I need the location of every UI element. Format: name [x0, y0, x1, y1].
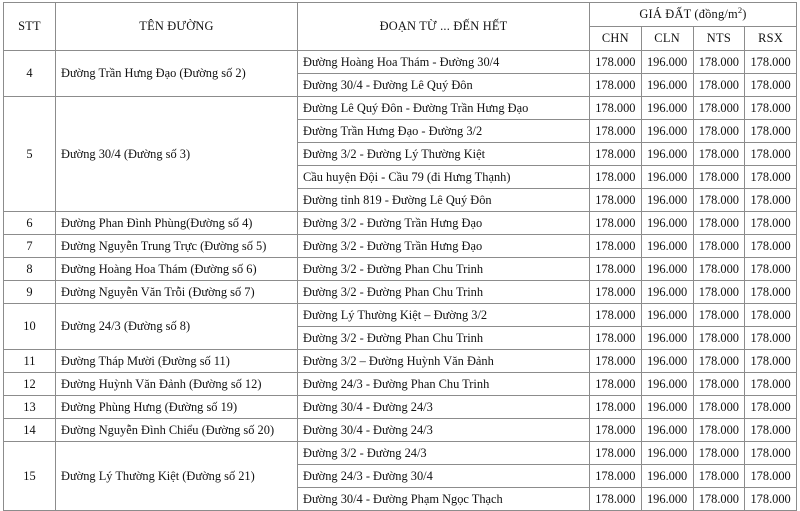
cell-price-cln: 196.000 — [641, 143, 693, 166]
cell-price-nts: 178.000 — [693, 373, 745, 396]
header-row-primary — [4, 3, 797, 27]
cell-stt: 15 — [4, 442, 56, 511]
cell-price-rsx: 178.000 — [745, 235, 797, 258]
cell-price-nts: 178.000 — [693, 465, 745, 488]
cell-price-cln: 196.000 — [641, 120, 693, 143]
cell-price-cln: 196.000 — [641, 212, 693, 235]
cell-price-nts: 178.000 — [693, 120, 745, 143]
table-row — [4, 442, 797, 465]
cell-price-chn: 178.000 — [590, 74, 642, 97]
cell-price-chn: 178.000 — [590, 396, 642, 419]
column-header-segment: ĐOẠN TỪ ... ĐẾN HẾT — [298, 3, 590, 51]
cell-stt: 8 — [4, 258, 56, 281]
price-group-superscript: 2 — [737, 5, 743, 16]
cell-price-rsx: 178.000 — [745, 281, 797, 304]
cell-price-cln: 196.000 — [641, 442, 693, 465]
cell-segment: Đường Hoàng Hoa Thám - Đường 30/4 — [298, 51, 590, 74]
cell-price-chn: 178.000 — [590, 350, 642, 373]
cell-segment: Đường tỉnh 819 - Đường Lê Quý Đôn — [298, 189, 590, 212]
column-header-rsx: RSX — [745, 27, 797, 51]
cell-stt: 5 — [4, 97, 56, 212]
cell-segment: Đường Lý Thường Kiệt – Đường 3/2 — [298, 304, 590, 327]
cell-price-cln: 196.000 — [641, 235, 693, 258]
cell-street-name: Đường Nguyễn Văn Trỗi (Đường số 7) — [56, 281, 298, 304]
cell-price-cln: 196.000 — [641, 419, 693, 442]
cell-price-chn: 178.000 — [590, 143, 642, 166]
cell-segment: Đường 3/2 - Đường Lý Thường Kiệt — [298, 143, 590, 166]
cell-price-chn: 178.000 — [590, 442, 642, 465]
cell-price-rsx: 178.000 — [745, 212, 797, 235]
cell-price-cln: 196.000 — [641, 189, 693, 212]
cell-price-cln: 196.000 — [641, 74, 693, 97]
cell-price-nts: 178.000 — [693, 327, 745, 350]
cell-price-rsx: 178.000 — [745, 258, 797, 281]
cell-segment: Đường 30/4 - Đường Lê Quý Đôn — [298, 74, 590, 97]
cell-price-chn: 178.000 — [590, 373, 642, 396]
cell-price-nts: 178.000 — [693, 235, 745, 258]
cell-price-rsx: 178.000 — [745, 51, 797, 74]
table-row — [4, 258, 797, 281]
price-group-suffix: ) — [742, 7, 747, 22]
cell-price-rsx: 178.000 — [745, 74, 797, 97]
cell-segment: Đường 3/2 – Đường Huỳnh Văn Đảnh — [298, 350, 590, 373]
cell-price-chn: 178.000 — [590, 327, 642, 350]
cell-segment: Đường 24/3 - Đường Phan Chu Trinh — [298, 373, 590, 396]
cell-price-rsx: 178.000 — [745, 327, 797, 350]
cell-price-rsx: 178.000 — [745, 373, 797, 396]
cell-segment: Đường Lê Quý Đôn - Đường Trần Hưng Đạo — [298, 97, 590, 120]
cell-street-name: Đường Huỳnh Văn Đảnh (Đường số 12) — [56, 373, 298, 396]
cell-price-cln: 196.000 — [641, 488, 693, 511]
cell-price-nts: 178.000 — [693, 304, 745, 327]
cell-price-rsx: 178.000 — [745, 396, 797, 419]
cell-street-name: Đường Trần Hưng Đạo (Đường số 2) — [56, 51, 298, 97]
column-header-cln: CLN — [641, 27, 693, 51]
cell-price-cln: 196.000 — [641, 51, 693, 74]
table-row — [4, 396, 797, 419]
table-row — [4, 212, 797, 235]
cell-segment: Đường 30/4 - Đường Phạm Ngọc Thạch — [298, 488, 590, 511]
table-row — [4, 97, 797, 120]
cell-price-chn: 178.000 — [590, 304, 642, 327]
cell-segment: Đường 3/2 - Đường Phan Chu Trinh — [298, 258, 590, 281]
cell-segment: Đường 30/4 - Đường 24/3 — [298, 396, 590, 419]
cell-price-chn: 178.000 — [590, 120, 642, 143]
cell-segment: Đường 24/3 - Đường 30/4 — [298, 465, 590, 488]
column-header-price-group — [590, 3, 797, 27]
cell-price-nts: 178.000 — [693, 281, 745, 304]
cell-price-cln: 196.000 — [641, 396, 693, 419]
cell-price-cln: 196.000 — [641, 166, 693, 189]
cell-price-chn: 178.000 — [590, 166, 642, 189]
cell-stt: 10 — [4, 304, 56, 350]
cell-price-cln: 196.000 — [641, 97, 693, 120]
cell-street-name: Đường Phùng Hưng (Đường số 19) — [56, 396, 298, 419]
cell-price-chn: 178.000 — [590, 465, 642, 488]
cell-street-name: Đường Tháp Mười (Đường số 11) — [56, 350, 298, 373]
cell-street-name: Đường Phan Đình Phùng(Đường số 4) — [56, 212, 298, 235]
cell-price-cln: 196.000 — [641, 258, 693, 281]
cell-price-nts: 178.000 — [693, 419, 745, 442]
cell-segment: Đường Trần Hưng Đạo - Đường 3/2 — [298, 120, 590, 143]
cell-price-rsx: 178.000 — [745, 304, 797, 327]
cell-price-rsx: 178.000 — [745, 97, 797, 120]
table-body — [4, 51, 797, 511]
cell-price-nts: 178.000 — [693, 488, 745, 511]
cell-segment: Đường 3/2 - Đường 24/3 — [298, 442, 590, 465]
cell-price-cln: 196.000 — [641, 327, 693, 350]
cell-segment: Đường 3/2 - Đường Trần Hưng Đạo — [298, 235, 590, 258]
cell-price-cln: 196.000 — [641, 304, 693, 327]
cell-price-nts: 178.000 — [693, 189, 745, 212]
cell-price-nts: 178.000 — [693, 97, 745, 120]
cell-price-rsx: 178.000 — [745, 465, 797, 488]
cell-price-nts: 178.000 — [693, 258, 745, 281]
cell-price-cln: 196.000 — [641, 281, 693, 304]
cell-price-nts: 178.000 — [693, 143, 745, 166]
cell-price-nts: 178.000 — [693, 51, 745, 74]
table-row — [4, 51, 797, 74]
cell-price-nts: 178.000 — [693, 166, 745, 189]
cell-price-nts: 178.000 — [693, 396, 745, 419]
cell-stt: 7 — [4, 235, 56, 258]
cell-street-name: Đường Lý Thường Kiệt (Đường số 21) — [56, 442, 298, 511]
cell-stt: 9 — [4, 281, 56, 304]
table-row — [4, 304, 797, 327]
cell-stt: 12 — [4, 373, 56, 396]
cell-stt: 6 — [4, 212, 56, 235]
column-header-street-name: TÊN ĐƯỜNG — [56, 3, 298, 51]
cell-stt: 13 — [4, 396, 56, 419]
column-header-stt: STT — [4, 3, 56, 51]
cell-price-cln: 196.000 — [641, 350, 693, 373]
cell-price-nts: 178.000 — [693, 74, 745, 97]
cell-street-name: Đường 30/4 (Đường số 3) — [56, 97, 298, 212]
cell-street-name: Đường Nguyễn Trung Trực (Đường số 5) — [56, 235, 298, 258]
cell-price-rsx: 178.000 — [745, 419, 797, 442]
column-header-nts: NTS — [693, 27, 745, 51]
land-price-table — [3, 2, 797, 511]
cell-price-rsx: 178.000 — [745, 143, 797, 166]
cell-price-chn: 178.000 — [590, 488, 642, 511]
cell-price-rsx: 178.000 — [745, 488, 797, 511]
cell-price-nts: 178.000 — [693, 442, 745, 465]
cell-segment: Đường 30/4 - Đường 24/3 — [298, 419, 590, 442]
table-row — [4, 235, 797, 258]
cell-segment: Đường 3/2 - Đường Phan Chu Trinh — [298, 327, 590, 350]
cell-price-nts: 178.000 — [693, 212, 745, 235]
cell-price-rsx: 178.000 — [745, 120, 797, 143]
cell-street-name: Đường 24/3 (Đường số 8) — [56, 304, 298, 350]
table-header — [4, 3, 797, 51]
table-row — [4, 350, 797, 373]
cell-price-cln: 196.000 — [641, 465, 693, 488]
cell-price-cln: 196.000 — [641, 373, 693, 396]
cell-stt: 14 — [4, 419, 56, 442]
cell-segment: Đường 3/2 - Đường Phan Chu Trinh — [298, 281, 590, 304]
cell-price-chn: 178.000 — [590, 235, 642, 258]
table-row — [4, 419, 797, 442]
cell-price-chn: 178.000 — [590, 51, 642, 74]
cell-segment: Đường 3/2 - Đường Trần Hưng Đạo — [298, 212, 590, 235]
cell-street-name: Đường Hoàng Hoa Thám (Đường số 6) — [56, 258, 298, 281]
table-row — [4, 281, 797, 304]
cell-price-chn: 178.000 — [590, 189, 642, 212]
cell-price-chn: 178.000 — [590, 258, 642, 281]
cell-segment: Cầu huyện Đội - Cầu 79 (đi Hưng Thạnh) — [298, 166, 590, 189]
cell-stt: 4 — [4, 51, 56, 97]
cell-price-chn: 178.000 — [590, 97, 642, 120]
cell-price-rsx: 178.000 — [745, 189, 797, 212]
table-row — [4, 373, 797, 396]
cell-price-chn: 178.000 — [590, 419, 642, 442]
cell-price-chn: 178.000 — [590, 281, 642, 304]
cell-stt: 11 — [4, 350, 56, 373]
cell-price-rsx: 178.000 — [745, 350, 797, 373]
cell-price-nts: 178.000 — [693, 350, 745, 373]
cell-price-chn: 178.000 — [590, 212, 642, 235]
price-group-label: GIÁ ĐẤT (đồng/m — [639, 7, 738, 22]
cell-price-rsx: 178.000 — [745, 166, 797, 189]
column-header-chn: CHN — [590, 27, 642, 51]
cell-price-rsx: 178.000 — [745, 442, 797, 465]
cell-street-name: Đường Nguyễn Đình Chiểu (Đường số 20) — [56, 419, 298, 442]
